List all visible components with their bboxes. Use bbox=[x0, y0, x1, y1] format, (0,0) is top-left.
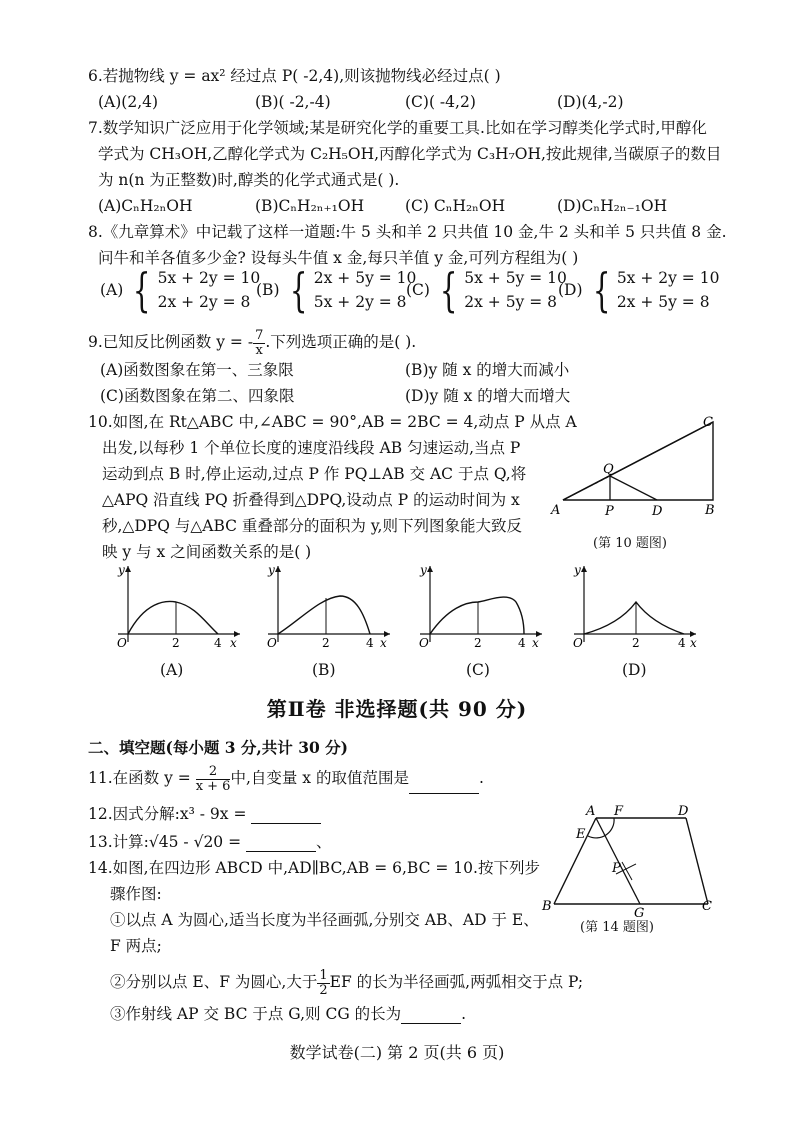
q6-option-a: (A)(2,4) bbox=[98, 93, 159, 111]
q14-step1b: F 两点; bbox=[110, 937, 162, 955]
q10-graph-label-b: (B) bbox=[312, 661, 336, 679]
q8-option-c-label: (C) bbox=[406, 281, 430, 299]
axis-label-x: x bbox=[380, 636, 387, 650]
q8-option-a-eq1: 5x + 2y = 10 bbox=[157, 269, 261, 287]
q14-step2-pre: ②分别以点 E、F 为圆心,大于 bbox=[110, 973, 318, 991]
q8-option-c-eq2: 2x + 5y = 8 bbox=[464, 293, 558, 311]
axis-label-y: y bbox=[268, 563, 275, 577]
q9-stem-pre: 9.已知反比例函数 y = - bbox=[88, 333, 254, 351]
q9-option-c: (C)函数图象在第二、四象限 bbox=[100, 387, 295, 405]
q8-option-a bbox=[100, 263, 261, 317]
axis-label-y: y bbox=[574, 563, 581, 577]
axis-tick-4: 4 bbox=[366, 636, 374, 650]
axis-label-x: x bbox=[690, 636, 697, 650]
q9-frac-num: 7 bbox=[255, 327, 264, 343]
q6-option-c: (C)( -4,2) bbox=[405, 93, 476, 111]
q14-line2: 骤作图: bbox=[110, 885, 162, 903]
q7-line2: 学式为 CH₃OH,乙醇化学式为 C₂H₅OH,丙醇化学式为 C₃H₇OH,按此规律,当碳原子的数目 bbox=[98, 145, 722, 163]
q8-option-d-eq1: 5x + 2y = 10 bbox=[616, 269, 720, 287]
brace-icon: { bbox=[133, 263, 151, 317]
q12 bbox=[88, 804, 321, 824]
brace-icon: { bbox=[592, 263, 610, 317]
q7-option-b: (B)CₙH₂ₙ₊₁OH bbox=[255, 197, 365, 215]
q10-graph-b bbox=[260, 562, 400, 650]
q10-figure-caption: (第 10 题图) bbox=[593, 536, 667, 551]
q8-option-d-eq2: 2x + 5y = 8 bbox=[616, 293, 710, 311]
axis-tick-4: 4 bbox=[214, 636, 222, 650]
q8-option-a-eq2: 2x + 2y = 8 bbox=[157, 293, 251, 311]
q8-option-b-label: (B) bbox=[256, 281, 280, 299]
q11-answer-blank[interactable] bbox=[409, 777, 479, 794]
q6-stem: 6.若抛物线 y = ax² 经过点 P( -2,4),则该抛物线必经过点( ) bbox=[88, 67, 501, 85]
axis-tick-4: 4 bbox=[678, 636, 686, 650]
q10-graph-c bbox=[412, 562, 552, 650]
part2-title: 第Ⅱ卷 非选择题(共 90 分) bbox=[266, 697, 528, 721]
q10-line1: 10.如图,在 Rt△ABC 中,∠ABC = 90°,AB = 2BC = 4,动点 P 从点 A bbox=[88, 413, 577, 431]
q7-line3: 为 n(n 为正整数)时,醇类的化学式通式是( ). bbox=[98, 171, 400, 189]
q8-option-c bbox=[406, 263, 567, 317]
q9-option-b: (B)y 随 x 的增大而减小 bbox=[405, 361, 570, 379]
q9-stem bbox=[88, 326, 416, 358]
q14-fig-label-c: C bbox=[702, 899, 712, 914]
q11-post: 中,自变量 x 的取值范围是 bbox=[230, 769, 409, 787]
q7-option-c: (C) CₙH₂ₙOH bbox=[405, 197, 506, 215]
axis-label-x: x bbox=[532, 636, 539, 650]
q14-fig-label-d: D bbox=[678, 804, 689, 819]
q14-fraction bbox=[317, 969, 329, 998]
q14-step3-text: ③作射线 AP 交 BC 于点 G,则 CG 的长为 bbox=[110, 1005, 402, 1023]
q10-fig-label-b: B bbox=[705, 503, 715, 518]
q14-frac-num: 1 bbox=[319, 967, 328, 983]
q12-answer-blank[interactable] bbox=[251, 807, 321, 824]
q7-option-a: (A)CₙH₂ₙOH bbox=[98, 197, 193, 215]
q8-option-a-label: (A) bbox=[100, 281, 124, 299]
axis-origin: O bbox=[267, 636, 277, 650]
q14-frac-den: 2 bbox=[319, 982, 328, 998]
q9-fraction bbox=[253, 329, 265, 358]
q11-pre: 11.在函数 y = bbox=[88, 769, 191, 787]
q10-triangle-figure bbox=[545, 412, 725, 527]
brace-icon: { bbox=[439, 263, 458, 317]
q11-fraction bbox=[196, 765, 231, 794]
q9-option-a: (A)函数图象在第一、三象限 bbox=[100, 361, 294, 379]
q14-answer-blank[interactable] bbox=[401, 1007, 461, 1024]
axis-origin: O bbox=[117, 636, 127, 650]
q9-option-d: (D)y 随 x 的增大而增大 bbox=[405, 387, 571, 405]
section2-heading: 二、填空题(每小题 3 分,共计 30 分) bbox=[88, 738, 349, 757]
q14-fig-label-p: P bbox=[612, 861, 621, 876]
q14-step3: ③作射线 AP 交 BC 于点 G,则 CG 的长为 . bbox=[110, 1005, 467, 1023]
q6-option-b: (B)( -2,-4) bbox=[255, 93, 331, 111]
q14-fig-label-a: A bbox=[586, 804, 596, 819]
axis-origin: O bbox=[573, 636, 583, 650]
q7-line1: 7.数学知识广泛应用于化学领域;某是研究化学的重要工具.比如在学习醇类化学式时,甲醇化 bbox=[88, 119, 707, 137]
q14-step2 bbox=[110, 966, 583, 998]
axis-tick-2: 2 bbox=[172, 636, 180, 650]
axis-tick-2: 2 bbox=[322, 636, 330, 650]
q10-graph-label-a: (A) bbox=[160, 661, 184, 679]
q13: 13.计算:√45 - √20 = 、 bbox=[88, 833, 332, 851]
q10-fig-label-d: D bbox=[652, 504, 663, 519]
q10-line6: 映 y 与 x 之间函数关系的是( ) bbox=[102, 543, 312, 561]
q14-step1a: ①以点 A 为圆心,适当长度为半径画弧,分别交 AB、AD 于 E、 bbox=[110, 911, 539, 929]
q14-figure-caption: (第 14 题图) bbox=[580, 920, 654, 935]
axis-label-x: x bbox=[230, 636, 237, 650]
q12-text: 12.因式分解:x³ - 9x = bbox=[88, 805, 247, 823]
q11: 11.在函数 y = $\frac{2}{x + 6}$ 中,自变量 x 的取值范围是 . bbox=[88, 763, 484, 794]
q8-line1: 8.《九章算术》中记载了这样一道题:牛 5 头和羊 2 只共值 10 金,牛 2 头和羊 5 只共值 8 金. bbox=[88, 223, 727, 241]
q10-line5: 秒,△DPQ 与△ABC 重叠部分的面积为 y,则下列图象能大致反 bbox=[102, 517, 522, 535]
q14-fig-label-f: F bbox=[614, 804, 624, 819]
q8-option-c-eq1: 5x + 5y = 10 bbox=[464, 269, 567, 287]
q11-frac-den: x + 6 bbox=[195, 778, 231, 794]
q10-line2: 出发,以每秒 1 个单位长度的速度沿线段 AB 匀速运动,当点 P bbox=[102, 439, 521, 457]
q8-option-b bbox=[256, 263, 417, 317]
q14-fig-label-g: G bbox=[634, 906, 645, 920]
q11-frac-num: 2 bbox=[196, 765, 231, 780]
q10-fig-label-q: Q bbox=[603, 462, 614, 477]
q10-fig-label-p: P bbox=[605, 504, 614, 519]
axis-tick-2: 2 bbox=[474, 636, 482, 650]
axis-origin: O bbox=[419, 636, 429, 650]
q14-fig-label-e: E bbox=[576, 827, 586, 842]
q14-step2-post: EF 的长为半径画弧,两弧相交于点 P; bbox=[329, 973, 584, 991]
q7-option-d: (D)CₙH₂ₙ₋₁OH bbox=[557, 197, 668, 215]
q14-quadrilateral-figure bbox=[536, 800, 726, 920]
q10-fig-label-a: A bbox=[551, 503, 561, 518]
q14-line1: 14.如图,在四边形 ABCD 中,AD∥BC,AB = 6,BC = 10.按下列步 bbox=[88, 859, 540, 877]
q10-graph-label-c: (C) bbox=[466, 661, 490, 679]
q10-graph-label-d: (D) bbox=[622, 661, 647, 679]
axis-tick-4: 4 bbox=[518, 636, 526, 650]
q9-frac-den: x bbox=[255, 342, 263, 358]
q10-graph-d bbox=[566, 562, 706, 650]
q10-graph-a bbox=[110, 562, 250, 650]
q10-line3: 运动到点 B 时,停止运动,过点 P 作 PQ⊥AB 交 AC 于点 Q,将 bbox=[102, 465, 527, 483]
q8-option-b-eq1: 2x + 5y = 10 bbox=[313, 269, 417, 287]
q8-option-d-label: (D) bbox=[558, 281, 583, 299]
q8-line2: 问牛和羊各值多少金? 设每头牛值 x 金,每只羊值 y 金,可列方程组为( ) bbox=[98, 249, 579, 267]
q10-fig-label-c: C bbox=[703, 415, 713, 430]
q13-text: 13.计算:√45 - √20 = bbox=[88, 833, 242, 851]
brace-icon: { bbox=[289, 263, 307, 317]
q6-option-d: (D)(4,-2) bbox=[557, 93, 624, 111]
q10-line4: △APQ 沿直线 PQ 折叠得到△DPQ,设动点 P 的运动时间为 x bbox=[102, 491, 520, 509]
q13-answer-blank[interactable] bbox=[246, 835, 316, 852]
q14-fig-label-b: B bbox=[542, 899, 552, 914]
q9-stem-post: .下列选项正确的是( ). bbox=[265, 333, 417, 351]
page-footer: 数学试卷(二) 第 2 页(共 6 页) bbox=[289, 1043, 505, 1062]
axis-label-y: y bbox=[420, 563, 427, 577]
q8-option-d bbox=[558, 263, 720, 317]
q8-option-b-eq2: 5x + 2y = 8 bbox=[313, 293, 407, 311]
axis-label-y: y bbox=[118, 563, 125, 577]
axis-tick-2: 2 bbox=[632, 636, 640, 650]
